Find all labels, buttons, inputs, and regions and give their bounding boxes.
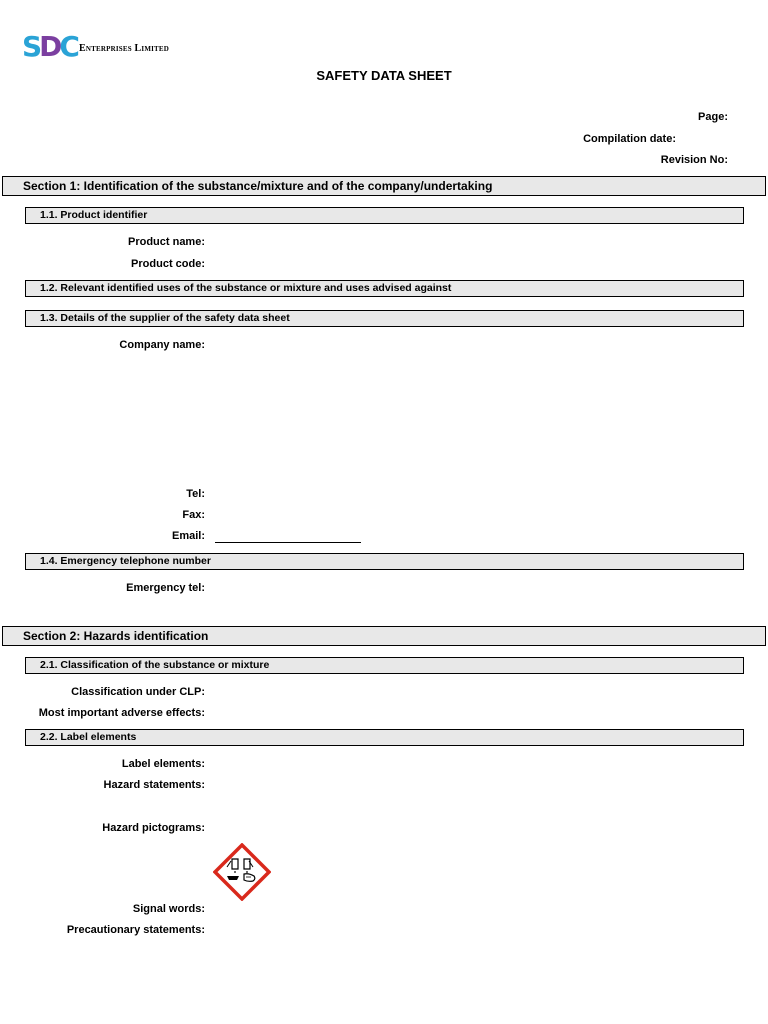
section-2-header: Section 2: Hazards identification	[2, 626, 766, 646]
subsection-2-1-header: 2.1. Classification of the substance or mixture	[25, 657, 744, 674]
precautionary-statements-label: Precautionary statements:	[66, 924, 205, 936]
fax-label: Fax:	[182, 509, 205, 521]
subsection-1-3-header: 1.3. Details of the supplier of the safety data sheet	[25, 310, 744, 327]
classification-label: Classification under CLP:	[71, 686, 205, 698]
subsection-2-2-header: 2.2. Label elements	[25, 729, 744, 746]
logo-mark	[22, 32, 77, 62]
company-name-label: Company name:	[119, 339, 205, 351]
logo-letter-c: C	[59, 30, 77, 63]
signal-words-label: Signal words:	[132, 903, 205, 915]
email-label: Email:	[171, 530, 205, 542]
section-1-header: Section 1: Identification of the substance/mixture and of the company/undertaking	[2, 176, 766, 196]
logo-company-text: Enterprises Limited	[79, 43, 170, 54]
document-title: SAFETY DATA SHEET	[316, 68, 452, 83]
logo-letter-d: D	[39, 30, 60, 63]
email-underline	[215, 542, 361, 543]
product-code-label: Product code:	[131, 258, 205, 270]
hazard-pictograms-label: Hazard pictograms:	[102, 822, 205, 834]
subsection-1-2-header: 1.2. Relevant identified uses of the substance or mixture and uses advised against	[25, 280, 744, 297]
revision-no-label: Revision No:	[660, 154, 728, 166]
tel-label: Tel:	[186, 488, 205, 500]
label-elements-label: Label elements:	[121, 758, 205, 770]
logo-letter-s: S	[22, 30, 40, 63]
company-logo	[22, 32, 172, 66]
hazard-statements-label: Hazard statements:	[103, 779, 205, 791]
product-name-label: Product name:	[127, 236, 205, 248]
subsection-1-4-header: 1.4. Emergency telephone number	[25, 553, 744, 570]
subsection-1-1-header: 1.1. Product identifier	[25, 207, 744, 224]
emergency-tel-label: Emergency tel:	[126, 582, 205, 594]
corrosion-pictogram-icon	[213, 843, 271, 901]
adverse-effects-label: Most important adverse effects:	[38, 707, 205, 719]
compilation-date-label: Compilation date:	[583, 133, 676, 145]
page-label: Page:	[698, 111, 728, 123]
